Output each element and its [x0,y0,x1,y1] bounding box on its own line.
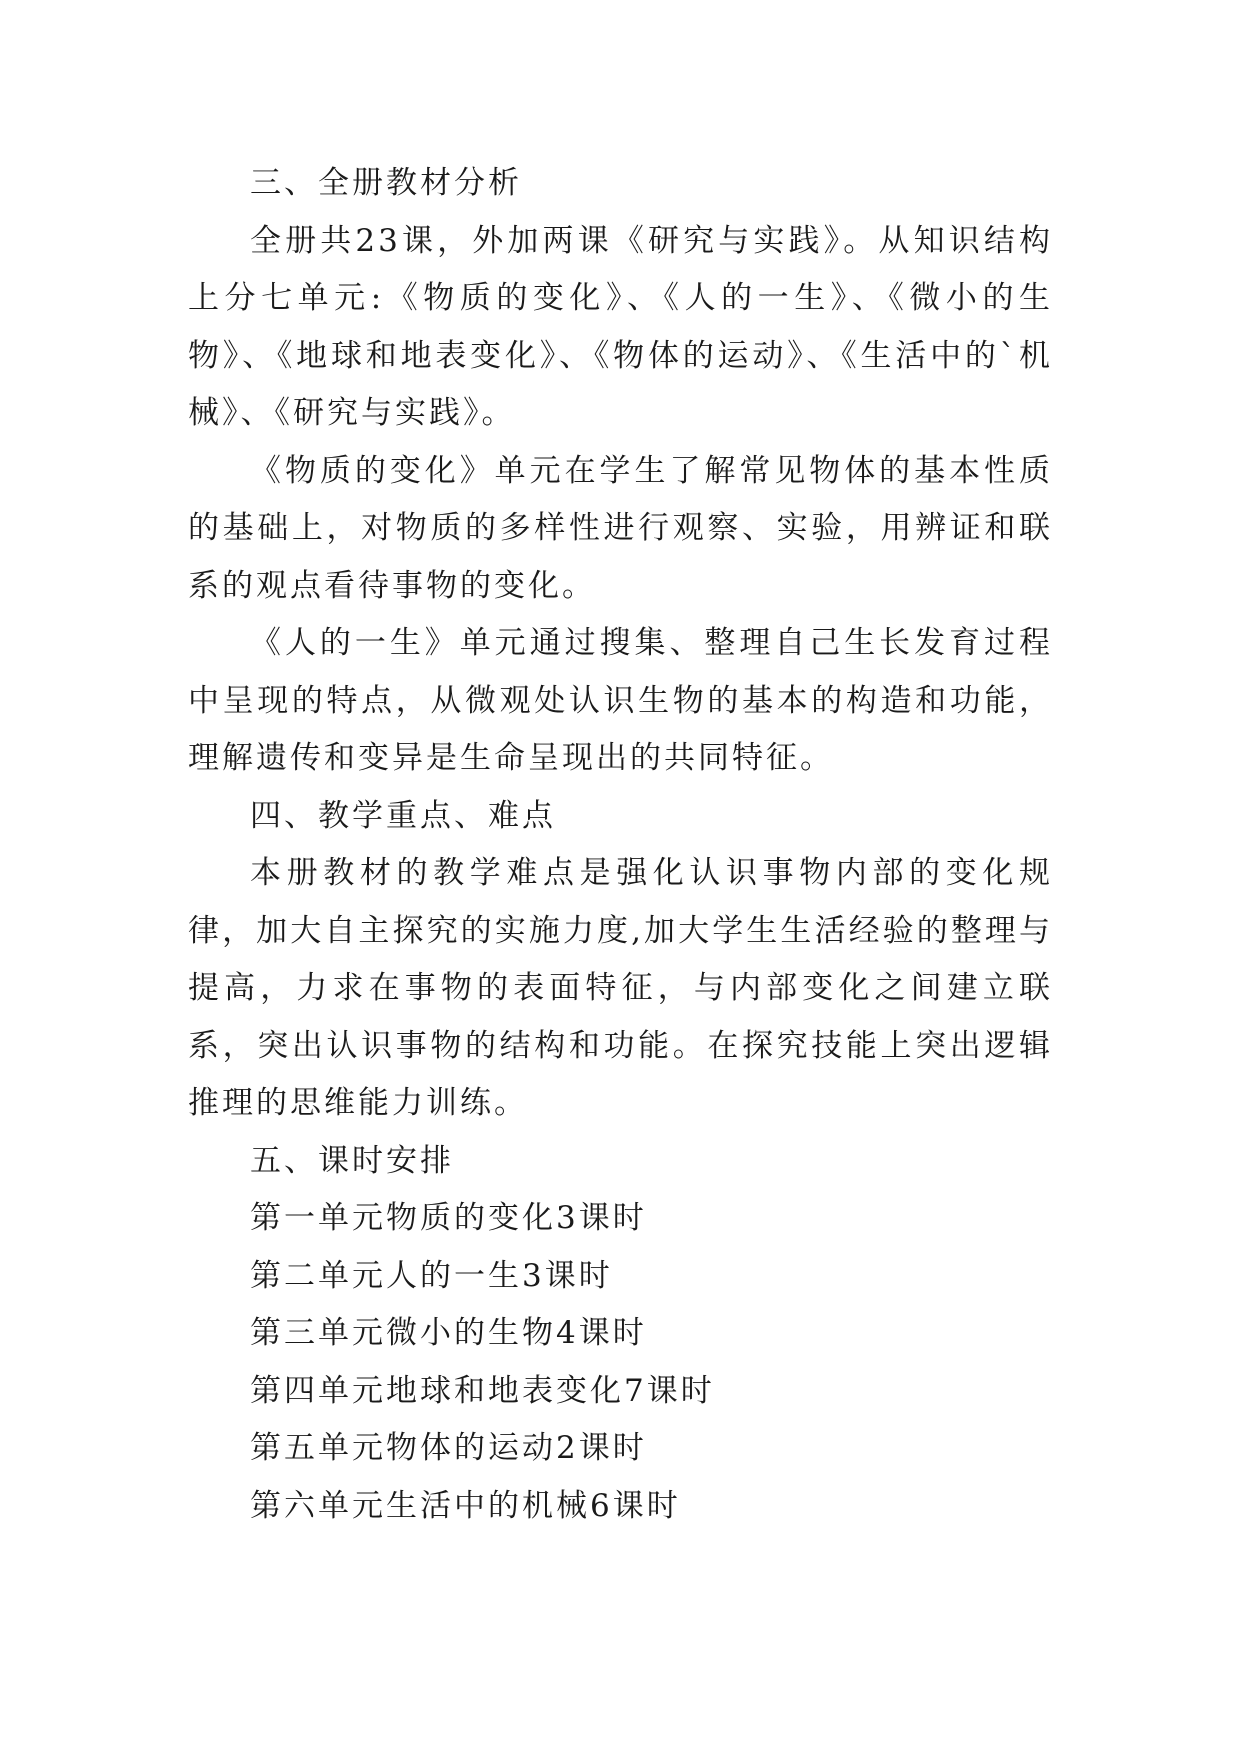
document-body [188,155,1053,1535]
schedule-item: 第二单元人的一生3课时 [250,1257,613,1294]
section-heading: 五、课时安排 [250,1142,454,1179]
schedule-item: 第六单元生活中的机械6课时 [250,1487,681,1524]
section-heading: 三、全册教材分析 [250,165,522,201]
section-heading: 四、教学重点、难点 [250,797,556,834]
paragraph: 全册共23课，外加两课《研究与实践》。从知识结构上分七单元:《物质的变化》、《人的一生》、《微小的生物》、《地球和地表变化》、《物体的运动》、《生活中的`机械》、《研究与实践》。 [188,222,1053,431]
schedule-item: 第五单元物体的运动2课时 [250,1430,647,1466]
schedule-item: 第一单元物质的变化3课时 [250,1200,647,1236]
paragraph: 《物质的变化》单元在学生了解常见物体的基本性质的基础上，对物质的多样性进行观察、实验，用辨证和联系的观点看待事物的变化。 [188,452,1053,604]
paragraph: 《人的一生》单元通过搜集、整理自己生长发育过程中呈现的特点，从微观处认识生物的基本的构造和功能，理解遗传和变异是生命呈现出的共同特征。 [188,625,1053,776]
schedule-item: 第四单元地球和地表变化7课时 [250,1372,715,1409]
schedule-item: 第三单元微小的生物4课时 [250,1315,647,1351]
paragraph: 本册教材的教学难点是强化认识事物内部的变化规律，加大自主探究的实施力度,加大学生生活经验的整理与提高，力求在事物的表面特征，与内部变化之间建立联系，突出认识事物的结构和功能。在探究技能上突出逻辑推理的思维能力训练。 [188,855,1053,1121]
